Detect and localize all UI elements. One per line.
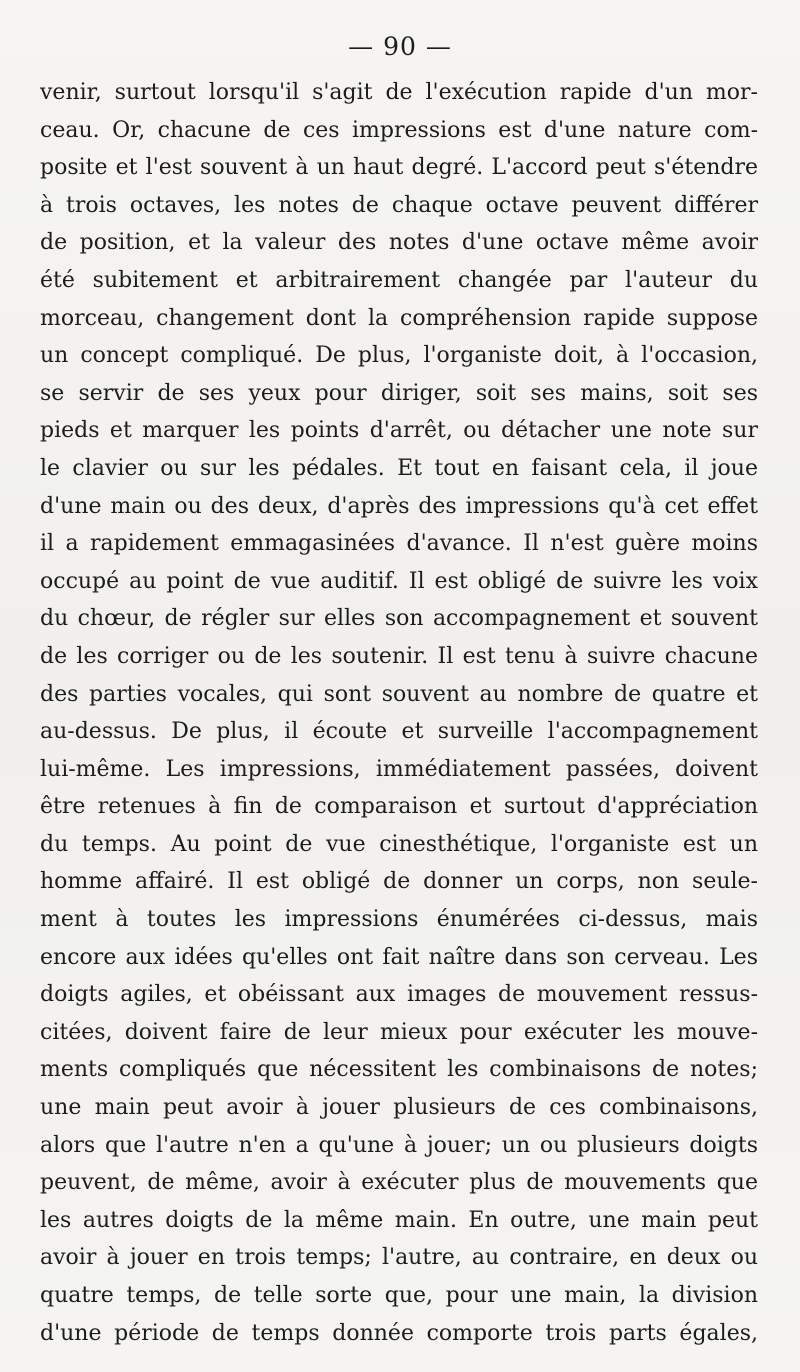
text-line: avoir à jouer en trois temps; l'autre, au contraire, en deux ou [40,1245,758,1271]
text-line: une main peut avoir à jouer plusieurs de ces combinaisons, [40,1095,758,1121]
body-text [40,74,758,1352]
text-line: du chœur, de régler sur elles son accompagnement et souvent [40,606,758,632]
text-line: morceau, changement dont la compréhension rapide suppose [40,305,758,331]
text-line: encore aux idées qu'elles ont fait naître dans son cerveau. Les [40,944,758,970]
text-line: le clavier ou sur les pédales. Et tout en faisant cela, il joue [40,455,758,481]
text-line: les autres doigts de la même main. En outre, une main peut [40,1207,758,1233]
text-line: d'une main ou des deux, d'après des impressions qu'à cet effet [40,493,758,519]
text-line: d'une période de temps donnée comporte trois parts égales, [40,1320,758,1346]
text-line: été subitement et arbitrairement changée par l'auteur du [40,267,758,293]
text-line: occupé au point de vue auditif. Il est obligé de suivre les voix [40,568,758,594]
text-line: de position, et la valeur des notes d'une octave même avoir [40,230,758,256]
text-line: ceau. Or, chacune de ces impressions est d'une nature com- [40,117,758,143]
page-number: — 90 — [348,32,452,61]
text-line: il a rapidement emmagasinées d'avance. Il n'est guère moins [40,531,758,557]
text-line: posite et l'est souvent à un haut degré. L'accord peut s'étendre [40,155,758,181]
text-line: au-dessus. De plus, il écoute et surveille l'accompagnement [40,719,758,745]
text-line: de les corriger ou de les soutenir. Il est tenu à suivre chacune [40,643,758,669]
text-line: citées, doivent faire de leur mieux pour exécuter les mouve- [40,1019,758,1045]
text-line: à trois octaves, les notes de chaque octave peuvent différer [40,192,758,218]
text-line: alors que l'autre n'en a qu'une à jouer; un ou plusieurs doigts [40,1132,758,1158]
text-line: du temps. Au point de vue cinesthétique, l'organiste est un [40,831,758,857]
text-line: peuvent, de même, avoir à exécuter plus de mouvements que [40,1170,758,1196]
text-line: un concept compliqué. De plus, l'organiste doit, à l'occasion, [40,343,758,369]
text-line: quatre temps, de telle sorte que, pour une main, la division [40,1283,758,1308]
text-line: être retenues à fin de comparaison et surtout d'appréciation [40,794,758,820]
text-line: doigts agiles, et obéissant aux images de mouvement ressus- [40,982,758,1008]
text-line: lui-même. Les impressions, immédiatement passées, doivent [40,756,758,782]
text-line: des parties vocales, qui sont souvent au nombre de quatre et [40,681,758,707]
text-line: pieds et marquer les points d'arrêt, ou détacher une note sur [40,418,758,444]
text-line: venir, surtout lorsqu'il s'agit de l'exécution rapide d'un mor- [40,80,758,105]
text-line: ment à toutes les impressions énumérées ci-dessus, mais [40,907,758,933]
text-line: ments compliqués que nécessitent les combinaisons de notes; [40,1057,758,1083]
text-line: se servir de ses yeux pour diriger, soit ses mains, soit ses [40,380,758,406]
text-line: homme affairé. Il est obligé de donner un corps, non seule- [40,869,758,895]
